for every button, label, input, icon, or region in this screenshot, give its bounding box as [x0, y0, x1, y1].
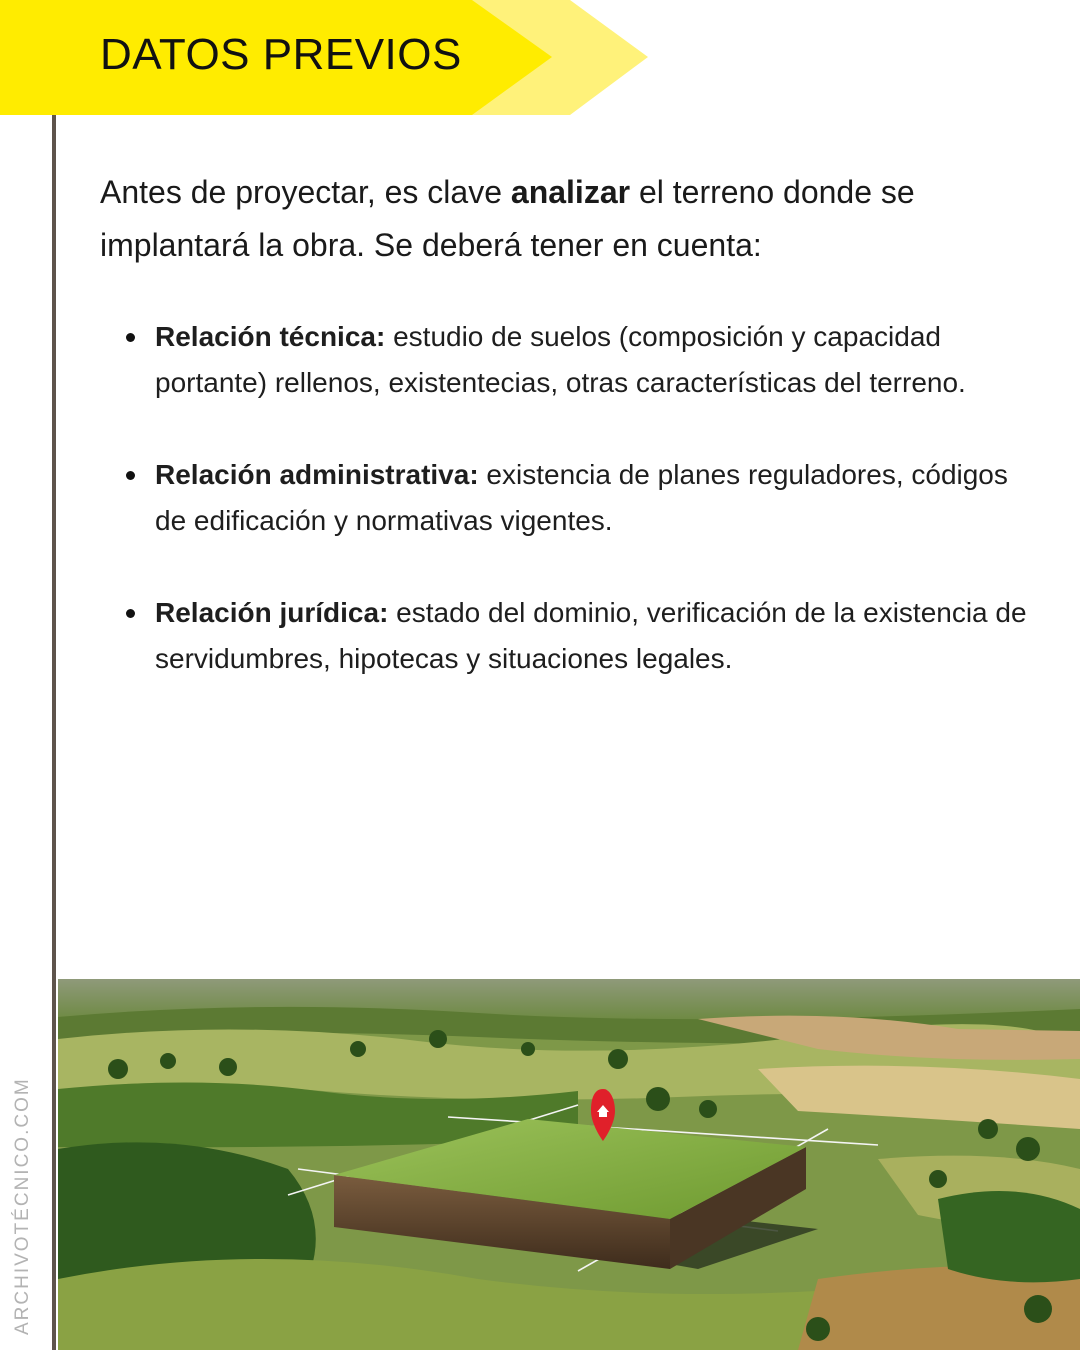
list-item-administrativa [120, 452, 1030, 544]
list-item-text: existencia de planes reguladores, códigos de edificación y normativas vigentes. [155, 459, 1008, 536]
list-item-juridica [120, 590, 1030, 682]
list-item-text: estado del dominio, verificación de la existencia de servidumbres, hipotecas y situaciones legales. [155, 597, 1027, 674]
list-item-label: Relación técnica: [155, 321, 386, 352]
considerations-list [120, 314, 1030, 728]
list-item-text: estudio de suelos (composición y capacidad portante) rellenos, existentecias, otras características del terreno. [155, 321, 966, 398]
website-watermark: ARCHIVOTÉCNICO.COM [12, 1077, 33, 1335]
side-divider [52, 115, 56, 1350]
intro-text-end: el terreno donde se implantará la obra. Se deberá tener en cuenta: [100, 174, 915, 263]
aerial-terrain-image [58, 979, 1080, 1350]
page-title: DATOS PREVIOS [100, 30, 462, 79]
list-item-label: Relación jurídica: [155, 597, 389, 628]
intro-emphasis: analizar [510, 174, 631, 210]
list-item-tecnica [120, 314, 1030, 406]
list-item-label: Relación administrativa: [155, 459, 479, 490]
intro-text-start: Antes de proyectar, es clave [100, 174, 511, 210]
intro-paragraph [100, 166, 1030, 272]
